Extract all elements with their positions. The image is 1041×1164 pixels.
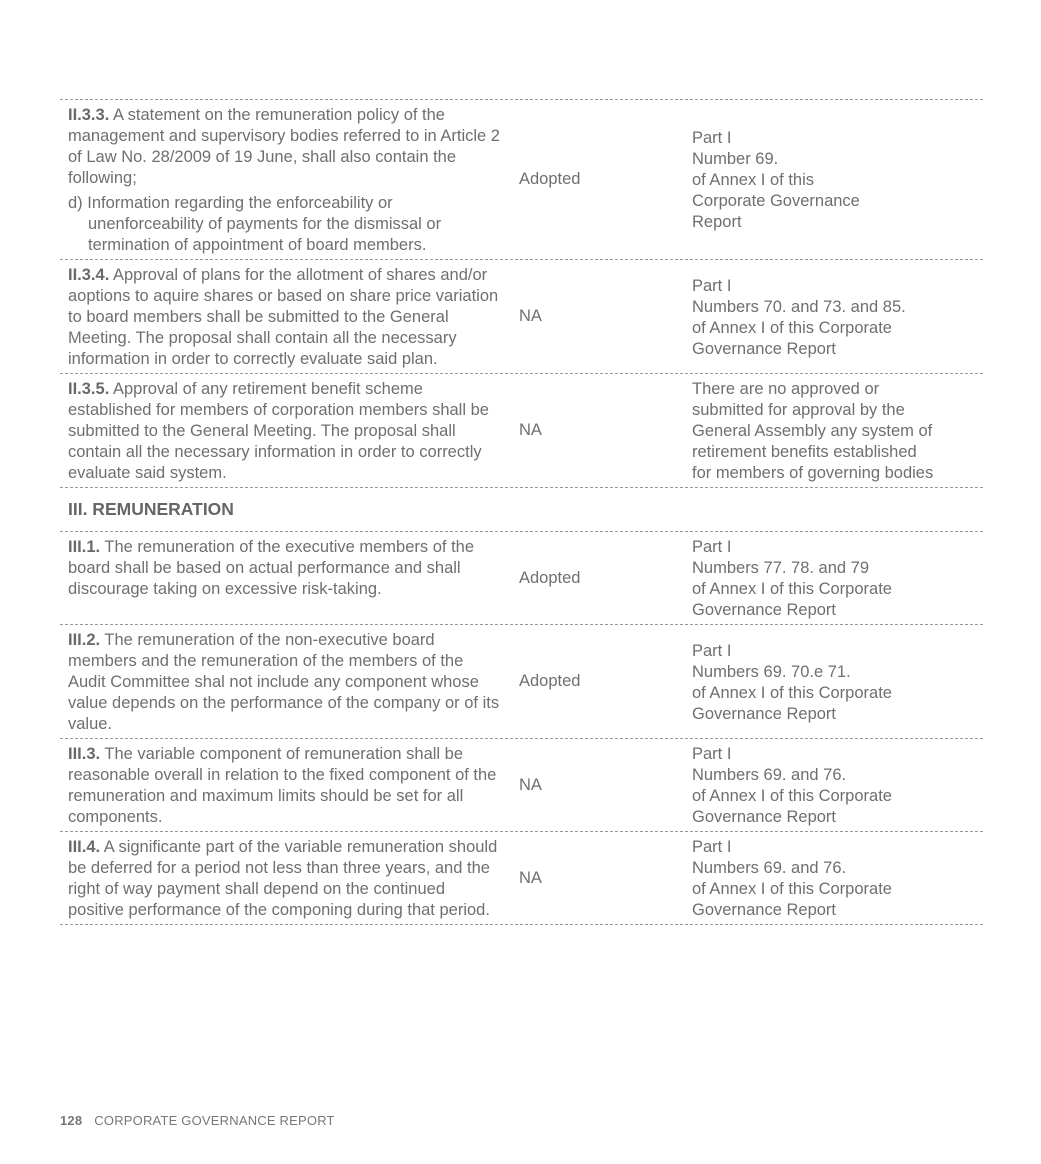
reference-cell xyxy=(692,625,983,738)
status-cell xyxy=(504,625,692,738)
recommendation-code: III.1. xyxy=(68,538,101,556)
table-row xyxy=(60,625,983,739)
table-row xyxy=(60,100,983,260)
page-number: 128 xyxy=(60,1113,83,1128)
section-heading-row xyxy=(60,488,983,532)
governance-table xyxy=(60,99,983,925)
reference-text: Part I Number 69. of Annex I of this Corporate Governance Report xyxy=(692,129,860,231)
recommendation-cell xyxy=(60,100,504,259)
table-row xyxy=(60,739,983,832)
recommendation-code: III.2. xyxy=(68,631,101,649)
table-row xyxy=(60,260,983,374)
reference-text: There are no approved or submitted for approval by the General Assembly any system of retirement benefits established for members of governing bodies xyxy=(692,380,934,482)
page-footer xyxy=(60,1113,335,1128)
recommendation-cell xyxy=(60,625,504,738)
recommendation-text: A statement on the remuneration policy of the management and supervisory bodies referred to in Article 2 of Law No. 28/2009 of 19 June, shall also contain the following; xyxy=(68,106,500,187)
recommendation-cell xyxy=(60,374,504,487)
recommendation-text: Approval of plans for the allotment of shares and/or aoptions to aquire shares or based on share price variation to board members shall be submitted to the General Meeting. The proposal shall contain all the necessary information in order to correctly evaluate said plan. xyxy=(68,266,499,368)
status-value: Adopted xyxy=(519,170,581,188)
status-value: NA xyxy=(519,868,542,887)
table-row xyxy=(60,832,983,925)
section-title: III. REMUNERATION xyxy=(68,499,234,519)
reference-cell xyxy=(692,100,983,259)
recommendation-code: II.3.4. xyxy=(68,266,110,284)
status-cell xyxy=(504,532,692,624)
reference-cell xyxy=(692,832,983,924)
status-cell xyxy=(504,260,692,373)
recommendation-text: The remuneration of the executive members of the board shall be based on actual performance and shall discourage taking on excessive risk-taking. xyxy=(68,538,475,598)
reference-text: Part I Numbers 77. 78. and 79 of Annex I of this Corporate Governance Report xyxy=(692,538,892,619)
recommendation-cell xyxy=(60,739,504,831)
recommendation-subitem: d) Information regarding the enforceability or unenforceability of payments for the dismissal or termination of appointment of board members. xyxy=(68,194,442,254)
recommendation-code: III.3. xyxy=(68,745,101,763)
status-cell xyxy=(504,100,692,259)
reference-cell xyxy=(692,260,983,373)
status-value: Adopted xyxy=(519,568,581,587)
reference-text: Part I Numbers 69. and 76. of Annex I of this Corporate Governance Report xyxy=(692,838,892,919)
table-row xyxy=(60,374,983,488)
reference-text: Part I Numbers 70. and 73. and 85. of Annex I of this Corporate Governance Report xyxy=(692,276,906,358)
reference-text: Part I Numbers 69. 70.e 71. of Annex I of this Corporate Governance Report xyxy=(692,641,892,723)
status-value: NA xyxy=(519,421,542,439)
recommendation-code: III.4. xyxy=(68,838,101,856)
recommendation-text: The remuneration of the non-executive board members and the remuneration of the members of the Audit Committee shal not include any component whose value depends on the performance of the company or of its value. xyxy=(68,631,500,733)
reference-cell xyxy=(692,739,983,831)
status-value: NA xyxy=(519,775,542,794)
status-value: NA xyxy=(519,307,542,325)
status-cell xyxy=(504,739,692,831)
recommendation-text: Approval of any retirement benefit scheme established for members of corporation members shall be submitted to the General Meeting. The proposal shall contain all the necessary information in order to correctly evaluate said system. xyxy=(68,380,489,482)
recommendation-cell xyxy=(60,832,504,924)
recommendation-text: The variable component of remuneration shall be reasonable overall in relation to the fixed component of the remuneration and maximum limits should be set for all components. xyxy=(68,745,497,826)
recommendation-code: II.3.5. xyxy=(68,380,110,398)
reference-cell xyxy=(692,532,983,624)
status-cell xyxy=(504,832,692,924)
recommendation-cell xyxy=(60,532,504,624)
table-row xyxy=(60,532,983,625)
recommendation-cell xyxy=(60,260,504,373)
status-value: Adopted xyxy=(519,672,581,690)
footer-title: CORPORATE GOVERNANCE REPORT xyxy=(94,1113,335,1128)
reference-cell xyxy=(692,374,983,487)
status-cell xyxy=(504,374,692,487)
recommendation-code: II.3.3. xyxy=(68,106,110,124)
reference-text: Part I Numbers 69. and 76. of Annex I of this Corporate Governance Report xyxy=(692,745,892,826)
recommendation-text: A significante part of the variable remuneration should be deferred for a period not less than three years, and the right of way payment shall depend on the continued positive performance of the componing during that period. xyxy=(68,838,498,919)
